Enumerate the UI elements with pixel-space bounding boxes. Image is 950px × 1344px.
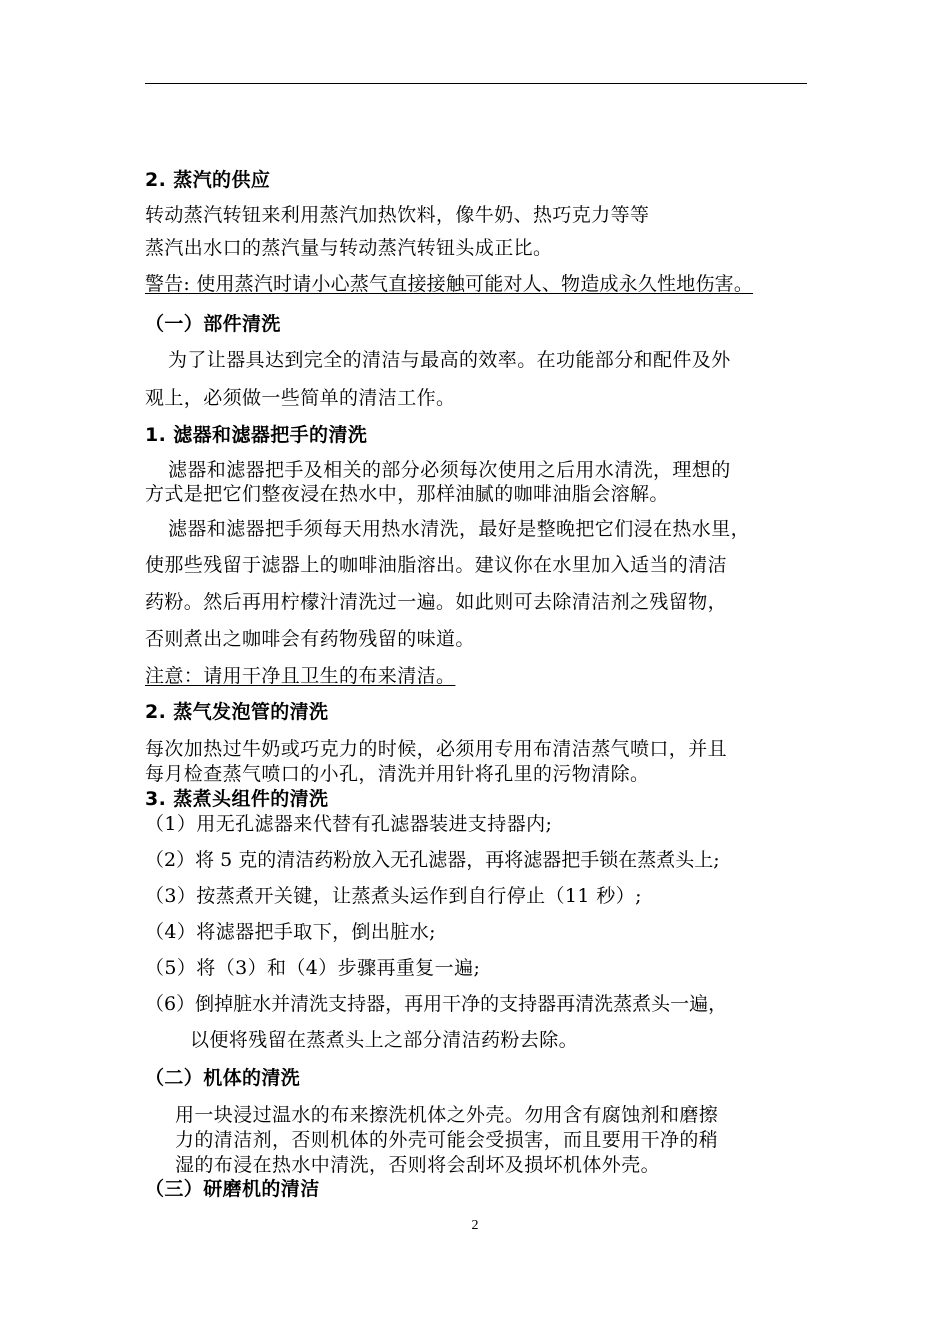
step-item: （2）将 5 克的清洁药粉放入无孔滤器，再将滤器把手锁在蒸煮头上; [145, 849, 720, 871]
section-heading-filter-cleaning: 1. 滤器和滤器把手的清洗 [145, 424, 368, 446]
paragraph-line: 观上，必须做一些简单的清洁工作。 [145, 387, 456, 409]
paragraph-line: 用一块浸过温水的布来擦洗机体之外壳。勿用含有腐蚀剂和磨擦 [175, 1104, 719, 1126]
section-heading-grinder-cleaning: （三）研磨机的清洁 [145, 1178, 320, 1200]
paragraph-line: 滤器和滤器把手及相关的部分必须每次使用之后用水清洗，理想的 [168, 459, 731, 481]
paragraph-line: 转动蒸汽转钮来利用蒸汽加热饮料，像牛奶、热巧克力等等 [145, 204, 650, 226]
paragraph-line: 蒸汽出水口的蒸汽量与转动蒸汽转钮头成正比。 [145, 237, 553, 259]
step-item: （5）将（3）和（4）步骤再重复一遍; [145, 957, 481, 979]
step-item: （4）将滤器把手取下，倒出脏水; [145, 921, 436, 943]
paragraph-line: 使那些残留于滤器上的咖啡油脂溶出。建议你在水里加入适当的清洁 [145, 554, 728, 576]
paragraph-line: 湿的布浸在热水中清洗，否则将会刮坏及损坏机体外壳。 [175, 1154, 661, 1176]
paragraph-line: 否则煮出之咖啡会有药物残留的味道。 [145, 628, 475, 650]
step-item: （6）倒掉脏水并清洗支持器，再用干净的支持器再清洗蒸煮头一遍， [145, 993, 728, 1015]
step-item: （3）按蒸煮开关键，让蒸煮头运作到自行停止（11 秒）; [145, 885, 642, 907]
header-rule [145, 83, 807, 84]
step-item: （1）用无孔滤器来代替有孔滤器装进支持器内; [145, 813, 553, 835]
warning-text: 警告: 使用蒸汽时请小心蒸气直接接触可能对人、物造成永久性地伤害。 [145, 273, 754, 295]
paragraph-line: 每次加热过牛奶或巧克力的时候，必须用专用布清洁蒸气喷口，并且 [145, 738, 728, 760]
page-number: 2 [471, 1218, 479, 1233]
section-heading-brew-head: 3. 蒸煮头组件的清洗 [145, 788, 329, 810]
note-text: 注意：请用干净且卫生的布来清洁。 [145, 665, 456, 687]
paragraph-line: 力的清洁剂，否则机体的外壳可能会受损害，而且要用干净的稍 [175, 1129, 719, 1151]
section-heading-steam-wand: 2. 蒸气发泡管的清洗 [145, 701, 329, 723]
step-item-continuation: 以便将残留在蒸煮头上之部分清洁药粉去除。 [190, 1029, 579, 1051]
section-heading-body-cleaning: （二）机体的清洗 [145, 1067, 301, 1089]
paragraph-line: 每月检查蒸气喷口的小孔，清洗并用针将孔里的污物清除。 [145, 763, 650, 785]
section-heading-steam-supply: 2. 蒸汽的供应 [145, 169, 271, 191]
paragraph-line: 药粉。然后再用柠檬汁清洗过一遍。如此则可去除清洁剂之残留物， [145, 591, 728, 613]
paragraph-line: 方式是把它们整夜浸在热水中，那样油腻的咖啡油脂会溶解。 [145, 483, 669, 505]
paragraph-line: 为了让器具达到完全的清洁与最高的效率。在功能部分和配件及外 [168, 349, 731, 371]
section-heading-parts-cleaning: （一）部件清洗 [145, 313, 281, 335]
paragraph-line: 滤器和滤器把手须每天用热水清洗，最好是整晚把它们浸在热水里， [168, 518, 751, 540]
